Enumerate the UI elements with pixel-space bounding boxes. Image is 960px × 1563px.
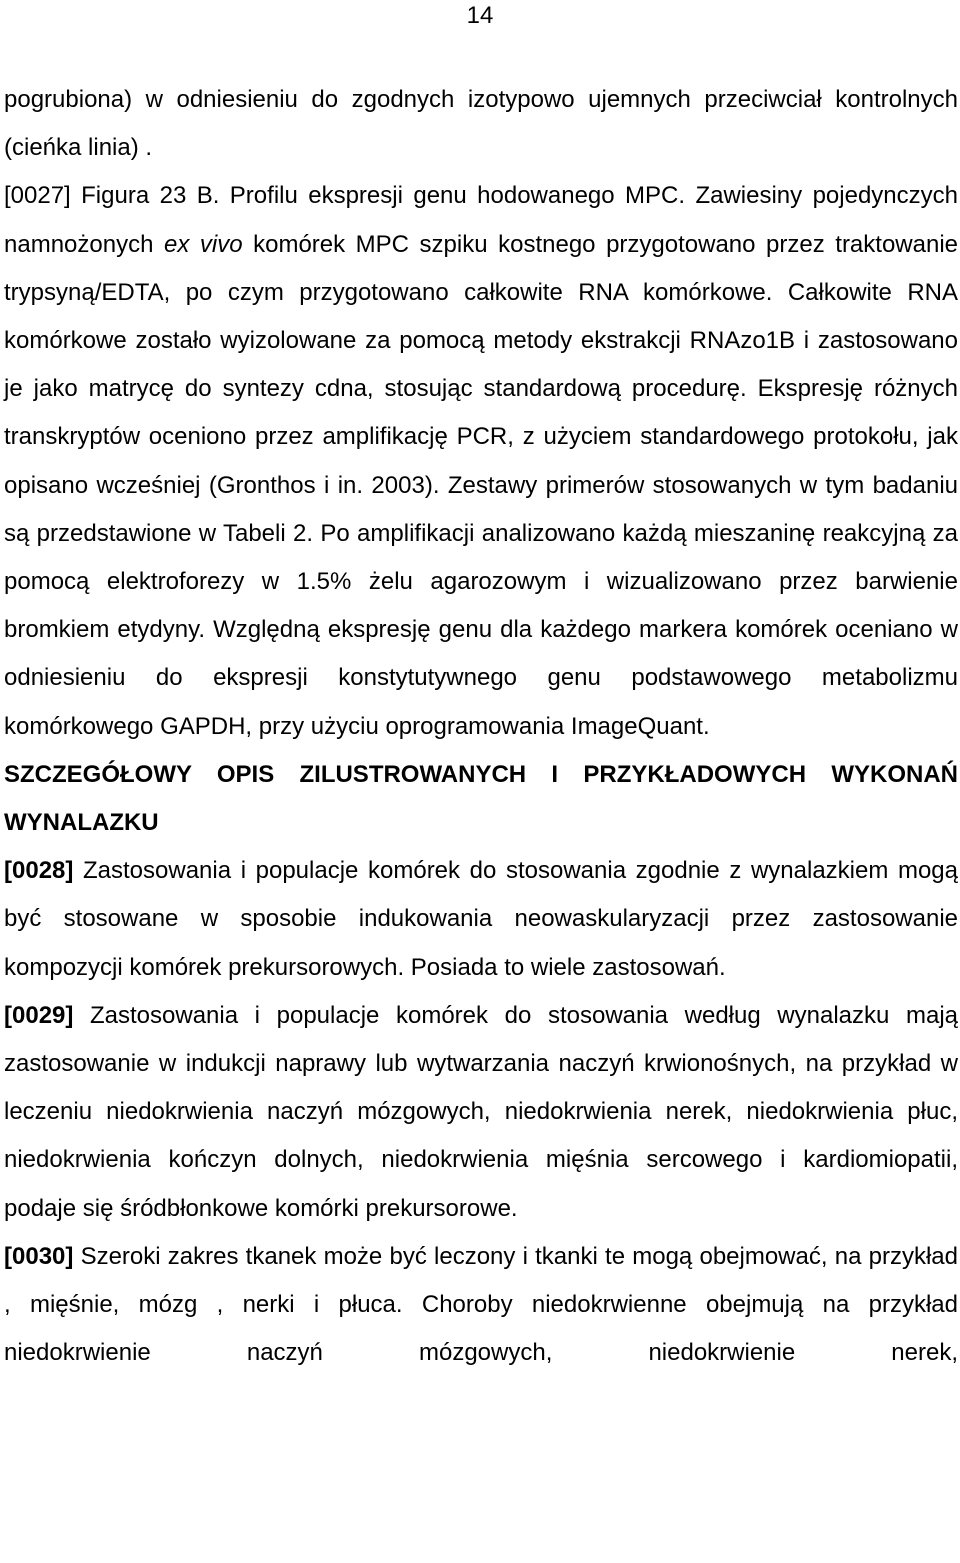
paragraph-text: Szeroki zakres tkanek może być leczony i tkanki te mogą obejmować, na przykład , mięśnie, mózg , nerki i płuca. Choroby niedokrwienne obejmują na przykład niedokrwienie naczyń mózgowych, niedokrwienie nerek, [4, 1242, 958, 1367]
paragraph-0026-continuation [4, 76, 958, 172]
paragraph-text: Figura 23 B. Profilu ekspresji genu hodowanego MPC. Zawiesiny pojedynczych namnożonych [4, 182, 958, 258]
paragraph-0028 [4, 847, 958, 992]
italic-term: ex [163, 230, 190, 258]
italic-term: vivo [199, 230, 243, 258]
paragraph-ref-number: [0028] [4, 857, 74, 885]
section-heading: SZCZEGÓŁOWY OPIS ZILUSTROWANYCH I PRZYKŁADOWYCH WYKONAŃ WYNALAZKU [4, 760, 958, 837]
document-body [4, 76, 958, 1377]
paragraph-ref-number: [0027] [4, 182, 71, 210]
paragraph-text [189, 231, 200, 258]
paragraph-text: komórek MPC szpiku kostnego przygotowano przez traktowanie trypsyną/EDTA, po czym przygotowano całkowite RNA komórkowe. Całkowite RNA komórkowe zostało wyizolowane za pomocą metody ekstrakcji RNAzo1B i zastosowano je jako matrycę do syntezy cdna, stosując standardową procedurę. Ekspresję różnych transkryptów oceniono przez amplifikację PCR, z użyciem standardowego protokołu, jak opisano wcześniej (Gronthos i in. 2003). Zestawy primerów stosowanych w tym badaniu są przedstawione w Tabeli 2. Po amplifikacji analizowano każdą mieszaninę reakcyjną za pomocą elektroforezy w 1.5% żelu agarozowym i wizualizowano przez barwienie bromkiem etydyny. Względną ekspresję genu dla każdego markera komórek oceniano w odniesieniu do ekspresji konstytutywnego genu podstawowego metabolizmu komórkowego GAPDH, przy użyciu oprogramowania ImageQuant. [4, 230, 958, 740]
paragraph-0029 [4, 992, 958, 1233]
paragraph-0027 [4, 172, 958, 750]
paragraph-ref-number: [0029] [4, 1001, 74, 1029]
paragraph-text: Zastosowania i populacje komórek do stosowania zgodnie z wynalazkiem mogą być stosowane w sposobie indukowania neowaskularyzacji przez zastosowanie kompozycji komórek prekursorowych. Posiada to wiele zastosowań. [4, 857, 958, 981]
paragraph-text: pogrubiona) w odniesieniu do zgodnych izotypowo ujemnych przeciwciał kontrolnych (cieńka linia) . [4, 86, 958, 162]
paragraph-text: Zastosowania i populacje komórek do stosowania według wynalazku mają zastosowanie w indukcji naprawy lub wytwarzania naczyń krwionośnych, na przykład w leczeniu niedokrwienia naczyń mózgowych, niedokrwienia nerek, niedokrwienia płuc, niedokrwienia kończyn dolnych, niedokrwienia mięśnia sercowego i kardiomiopatii, podaje się śródbłonkowe komórki prekursorowe. [4, 1001, 958, 1222]
page-number: 14 [466, 2, 494, 29]
paragraph-0030 [4, 1233, 958, 1378]
paragraph-ref-number: [0030] [4, 1242, 74, 1270]
